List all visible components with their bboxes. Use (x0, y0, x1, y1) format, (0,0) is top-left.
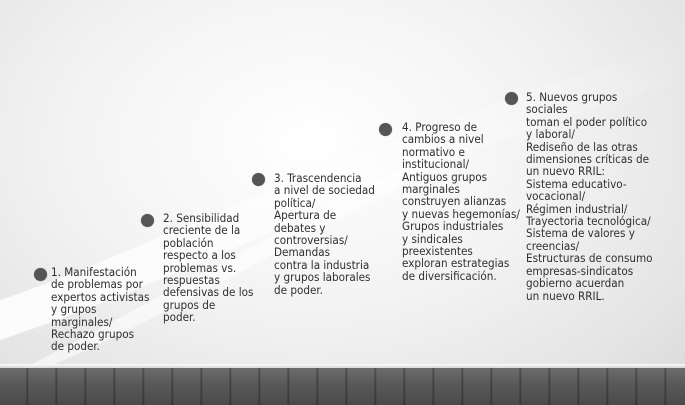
step-4 (402, 121, 522, 282)
step-3 (274, 172, 384, 296)
step-1-dot (34, 268, 47, 281)
wood-floor (0, 368, 685, 405)
step-4-text: 4. Progreso de cambios a nivel normativo e institucional/ Antiguos grupos marginales construyen alianzas y nuevas hegemonías/ Grupos industriales y sindicales preexistentes exploran estrategias de diversificación. (402, 120, 520, 283)
step-2-dot (141, 214, 154, 227)
step-5 (526, 91, 656, 302)
step-4-dot (379, 123, 392, 136)
step-2 (163, 212, 263, 324)
step-1 (51, 266, 151, 353)
step-1-text: 1. Manifestación de problemas por expertos activistas y grupos marginales/ Rechazo grupos de poder. (51, 265, 150, 354)
step-3-text: 3. Trascendencia a nivel de sociedad política/ Apertura de debates y controversias/ Demandas contra la industria y grupos laborales de poder. (274, 171, 375, 297)
step-2-text: 2. Sensibilidad creciente de la población respecto a los problemas vs. respuestas defensivas de los grupos de poder. (163, 211, 254, 325)
step-5-dot (505, 92, 518, 105)
step-5-text: 5. Nuevos grupos sociales toman el poder político y laboral/ Rediseño de las otras dimensiones críticas de un nuevo RRIL: Sistema educativo- vocacional/ Régimen industrial/ Trayectoria tecnológica/ Sistema de valores y creencias/ Estructuras de consumo empresas-sindicatos gobierno acuerdan un nuevo RRIL. (526, 90, 653, 303)
step-3-dot (252, 173, 265, 186)
